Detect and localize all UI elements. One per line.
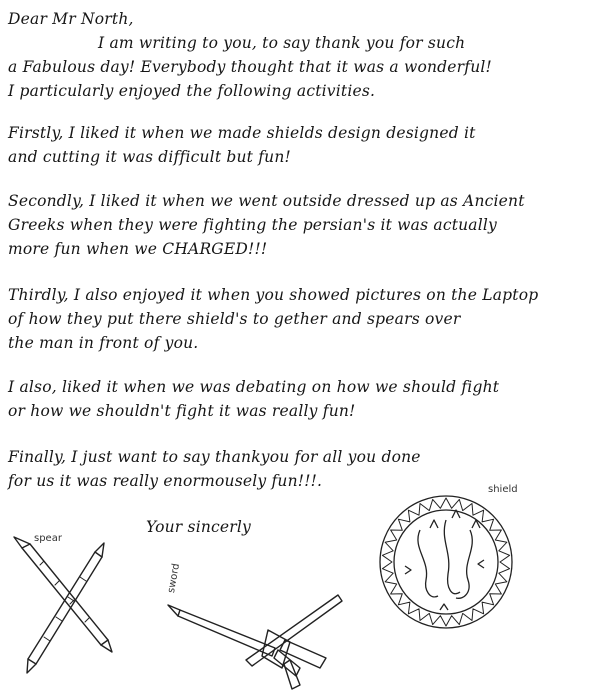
paragraph-1-line-1: Firstly, I liked it when we made shields design designed it bbox=[8, 124, 476, 142]
intro-line-2: a Fabulous day! Everybody thought that it was a wonderful! bbox=[8, 58, 492, 76]
intro-line-3: I particularly enjoyed the following activities. bbox=[8, 82, 376, 100]
sign-off: Your sincerly bbox=[146, 518, 252, 536]
paragraph-2-line-3: more fun when we CHARGED!!! bbox=[8, 240, 268, 258]
paragraph-3-line-3: the man in front of you. bbox=[8, 334, 199, 352]
paragraph-2-line-2: Greeks when they were fighting the persian's it was actually bbox=[8, 216, 498, 234]
paragraph-5-line-1: Finally, I just want to say thankyou for all you done bbox=[8, 448, 421, 466]
spear-label: spear bbox=[34, 533, 62, 544]
sword-label: sword bbox=[166, 562, 183, 594]
greeting: Dear Mr North, bbox=[8, 10, 134, 28]
paragraph-4-line-1: I also, liked it when we was debating on how we should fight bbox=[8, 378, 500, 396]
paragraph-5-line-2: for us it was really enormousely fun!!!. bbox=[8, 472, 323, 490]
paragraph-3-line-1: Thirdly, I also enjoyed it when you showed pictures on the Laptop bbox=[8, 286, 539, 304]
shield-label: shield bbox=[488, 484, 518, 495]
paragraph-1-line-2: and cutting it was difficult but fun! bbox=[8, 148, 291, 166]
paragraph-2-line-1: Secondly, I liked it when we went outside dressed up as Ancient bbox=[8, 192, 525, 210]
paragraph-3-line-2: of how they put there shield's to gether and spears over bbox=[8, 310, 461, 328]
paragraph-4-line-2: or how we shouldn't fight it was really fun! bbox=[8, 402, 356, 420]
intro-line-1: I am writing to you, to say thank you for such bbox=[98, 34, 466, 52]
